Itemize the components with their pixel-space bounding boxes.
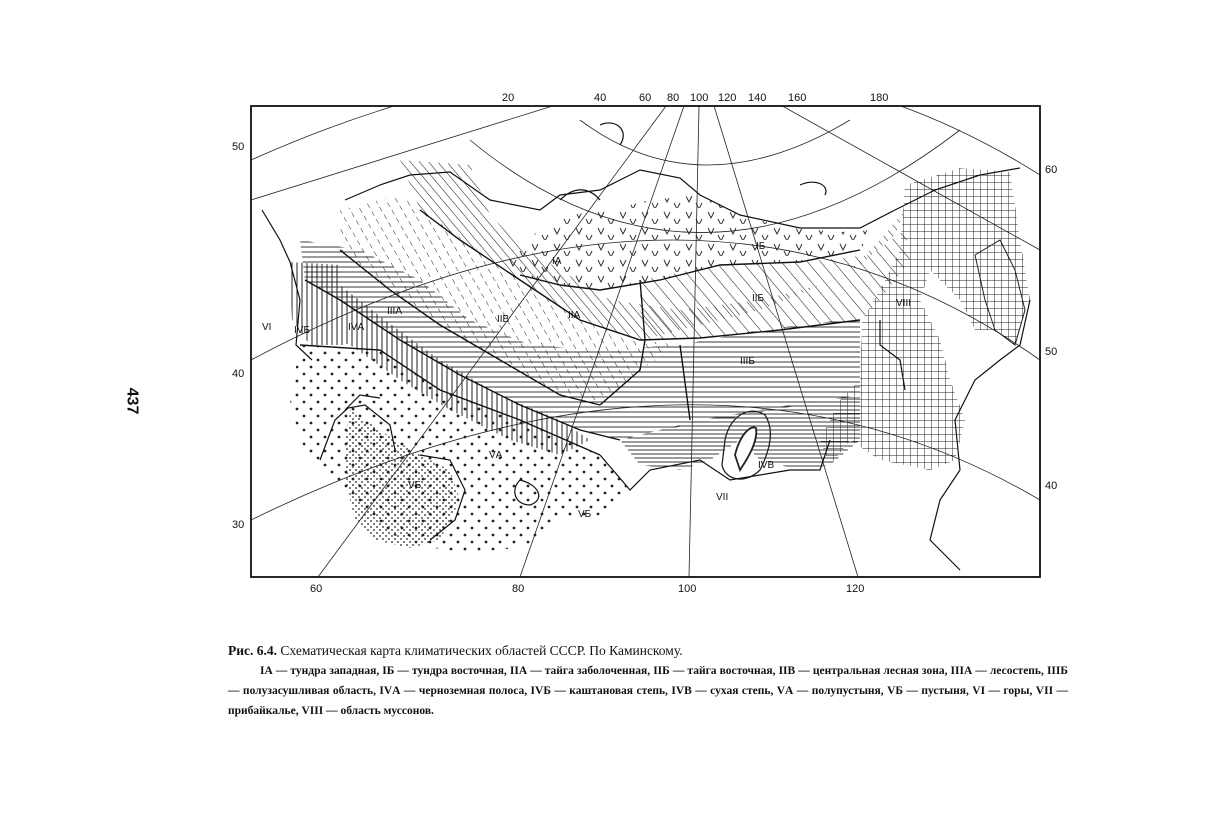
- page-number: 437: [123, 387, 141, 415]
- lon-label-top: 80: [667, 92, 680, 104]
- lat-label-left: 30: [232, 519, 245, 531]
- lon-label-top: 60: [639, 92, 652, 104]
- zone-label-vb-east: VБ: [578, 509, 592, 520]
- zone-label-vii: VII: [716, 492, 729, 503]
- caption-title-text: Схематическая карта климатических областей СССР. По Каминскому.: [280, 643, 683, 658]
- zone-label-vi: VI: [262, 322, 272, 333]
- right-latitude-labels: [1045, 164, 1057, 492]
- lat-label-right: 50: [1045, 346, 1058, 358]
- lat-label-right: 60: [1045, 164, 1058, 176]
- lat-label-right: 40: [1045, 480, 1058, 492]
- lon-label-top: 100: [690, 92, 709, 104]
- lon-label-top: 40: [594, 92, 607, 104]
- left-latitude-labels: [232, 141, 244, 531]
- zone-label-iia: IIА: [568, 310, 581, 321]
- figure-label: Рис. 6.4.: [228, 643, 278, 658]
- zone-label-vb: VБ: [408, 480, 422, 491]
- lat-label-left: 50: [232, 141, 245, 153]
- lon-label-top: 20: [502, 92, 515, 104]
- zone-label-iva: IVА: [348, 322, 365, 333]
- zone-label-ia: IА: [552, 256, 562, 267]
- lat-label-left: 40: [232, 368, 245, 380]
- lon-label-bottom: 100: [678, 583, 697, 595]
- top-longitude-labels: [502, 92, 888, 104]
- zone-label-viii: VIII: [896, 298, 912, 309]
- zone-label-ivb: IVБ: [294, 325, 311, 336]
- zone-label-va: VА: [489, 450, 503, 461]
- zone-label-iiia: IIIА: [387, 306, 403, 317]
- zone-label-ib: IБ: [756, 241, 766, 252]
- lon-label-top: 160: [788, 92, 807, 104]
- zone-label-iiib: IIIБ: [740, 356, 755, 367]
- zone-label-iib: IIБ: [752, 293, 765, 304]
- caption-legend: IА — тундра западная, IБ — тундра восточная, IIА — тайга заболоченная, IIБ — тайга восточная, IIВ — центральная лесная зона, IIIА — лесостепь, IIIБ — полузасушливая область, IVА — черноземная полоса, IVБ — каштановая степь, IVВ — сухая степь, VА — полупустыня, VБ — пустыня, VI — горы, VII — прибайкалье, VIII — область муссонов.: [228, 665, 1068, 717]
- figure-caption: [228, 641, 1068, 721]
- zone-label-iiv: IIВ: [497, 314, 510, 325]
- lon-label-top: 140: [748, 92, 767, 104]
- lon-label-bottom: 120: [846, 583, 865, 595]
- zone-label-ivv: IVВ: [758, 460, 775, 471]
- lon-label-top: 180: [870, 92, 889, 104]
- lon-label-top: 120: [718, 92, 737, 104]
- lon-label-bottom: 80: [512, 583, 525, 595]
- bottom-longitude-labels: [310, 583, 864, 595]
- caption-title: [228, 641, 1068, 661]
- lon-label-bottom: 60: [310, 583, 323, 595]
